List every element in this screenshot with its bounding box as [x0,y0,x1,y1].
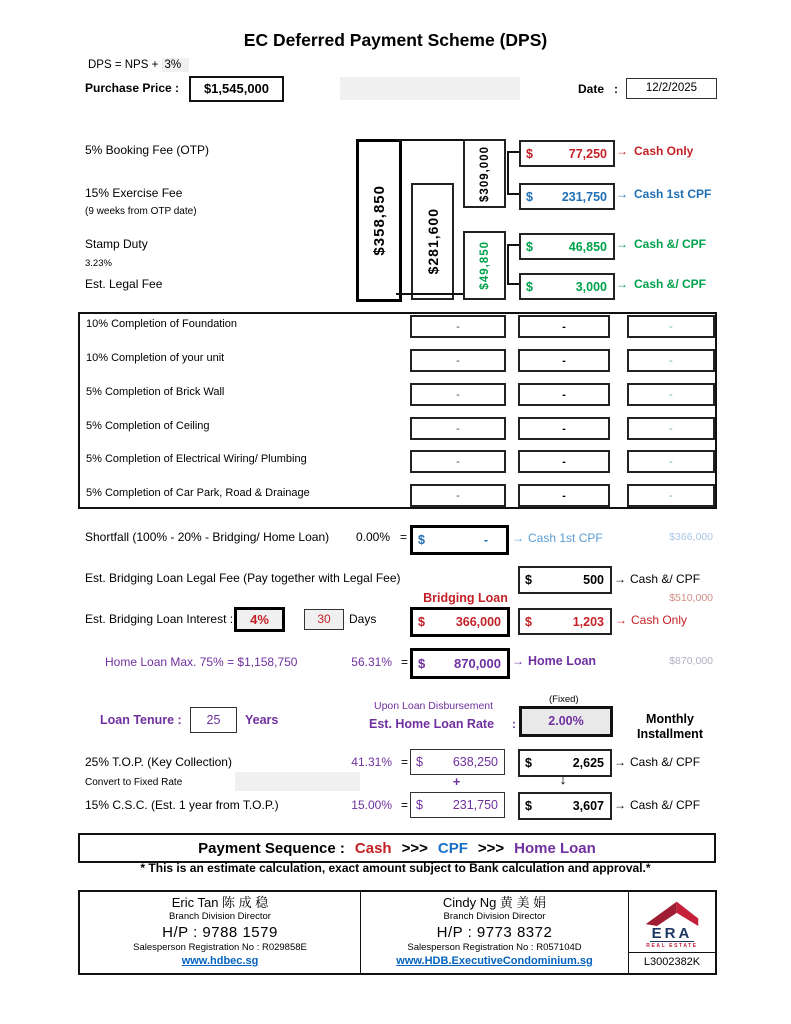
home-loan-amount: 870,000 [454,656,501,671]
top-installment: 2,625 [572,756,604,770]
top-label: 25% T.O.P. (Key Collection) [85,755,232,769]
arrow-icon: → [615,613,627,627]
bridging-interest-amount: 1,203 [572,614,604,629]
dps-formula [88,59,189,71]
equals-sign: = [401,655,409,669]
milestone-cell [627,383,715,406]
stamp-duty-amount-box [519,233,615,260]
currency-symbol: $ [418,656,426,671]
csc-installment-box [518,792,612,820]
bridging-loan-title: Bridging Loan [423,591,508,605]
total-downpayment-value: $358,850 [370,185,388,256]
milestone-cell [410,383,506,406]
header-blank-cell[interactable] [340,77,520,100]
legal-fee-amount: 3,000 [575,279,607,294]
currency-symbol: $ [416,755,423,769]
milestone-cell [518,484,610,507]
booking-fee-amount-box [519,140,615,167]
exercise-fee-note: (9 weeks from OTP date) [85,206,197,217]
fixed-note: (Fixed) [549,694,579,705]
agent-role: Branch Division Director [169,911,271,922]
currency-symbol: $ [526,239,533,254]
sequence-separator: >>> [401,839,428,857]
bridging-interest-amount-box [518,608,612,635]
date-colon: : [614,82,618,96]
arrow-icon: → [614,572,626,586]
total-downpayment-box [356,139,402,302]
arrow-icon: → [614,798,626,812]
shortfall-method: Cash 1st CPF [528,531,603,545]
connector-line [507,193,519,195]
plus-icon: + [452,774,461,789]
milestone-cell [410,417,506,440]
stamp-duty-amount: 46,850 [568,239,607,254]
home-loan-pct: 56.31% [351,655,392,669]
milestone-cell [518,315,610,338]
bridging-loan-amount: 366,000 [455,615,501,629]
milestone-label: 5% Completion of Brick Wall [86,386,225,398]
contact-footer [78,890,717,975]
milestone-cell [518,417,610,440]
formula-text: DPS = NPS + [88,59,159,71]
arrow-icon: → [614,755,626,769]
stamp-duty-label: Stamp Duty [85,237,148,251]
sequence-cash: Cash [354,839,392,857]
page-title: EC Deferred Payment Scheme (DPS) [243,30,548,50]
stamp-legal-box [463,231,506,300]
csc-method: Cash &/ CPF [630,798,701,812]
rate-colon: : [512,717,516,731]
equals-sign: = [400,530,408,544]
arrow-icon: → [616,237,628,251]
milestone-cell [627,484,715,507]
dash-value: - [456,455,460,468]
sequence-separator: >>> [477,839,505,857]
arrow-icon: → [616,187,628,201]
purchase-price-label: Purchase Price : [85,81,180,95]
currency-symbol: $ [525,756,532,770]
bridging-interest-label: Est. Bridging Loan Interest : [85,612,234,626]
home-loan-ref-value: $870,000 [669,655,713,667]
stamp-duty-rate: 3.23% [85,258,112,269]
top-amount: 638,250 [452,755,498,769]
milestone-cell [627,315,715,338]
milestone-cell [410,315,506,338]
bridging-days-cell[interactable]: 30 [304,609,344,630]
completion-milestones-table [78,312,717,509]
payment-sequence-banner [78,833,716,863]
home-loan-method: Home Loan [528,654,597,668]
date-label: Date [578,82,605,96]
arrow-icon: → [616,277,628,291]
dash-value: - [562,388,566,401]
arrow-icon: → [512,531,524,545]
milestone-label: 10% Completion of Foundation [86,318,238,330]
shortfall-label: Shortfall (100% - 20% - Bridging/ Home Loan) [85,530,330,544]
csc-installment: 3,607 [572,799,604,813]
bridging-legal-fee-box [518,566,612,594]
currency-symbol: $ [525,573,532,587]
currency-symbol: $ [526,279,533,294]
currency-symbol: $ [526,146,533,161]
exercise-fee-method: Cash 1st CPF [634,187,712,201]
legal-fee-amount-box [519,273,615,300]
top-amount-box [410,749,505,775]
connector-line [507,283,519,285]
milestone-cell [518,349,610,372]
milestone-cell [518,383,610,406]
connector-line [396,293,463,295]
agent-name: Eric Tan 陈 成 稳 [171,895,269,910]
dash-value: - [562,489,566,502]
stamp-legal-value: $49,850 [478,241,491,290]
currency-symbol: $ [525,799,532,813]
agent-website-link[interactable]: www.hdbec.sg [181,955,259,967]
loan-tenure-cell[interactable]: 25 [190,707,237,733]
bridging-interest-method: Cash Only [631,613,688,627]
legal-fee-label: Est. Legal Fee [85,277,163,291]
top-pct: 41.31% [351,755,392,769]
shortfall-pct: 0.00% [355,530,390,544]
connector-line [396,139,463,141]
milestone-label: 10% Completion of your unit [86,352,225,364]
bridging-loan-amount-box [410,607,510,637]
convert-fixed-rate-label: Convert to Fixed Rate [85,777,183,788]
connector-line [507,244,509,284]
booking-fee-method: Cash Only [634,144,694,158]
disbursement-note: Upon Loan Disbursement [374,700,494,712]
dash-value: - [562,455,566,468]
agent-registration: Salesperson Registration No : R029858E [133,942,307,953]
agent-card-eric [80,892,360,973]
milestone-cell [627,417,715,440]
sequence-prefix: Payment Sequence : [198,839,345,857]
cpf-portion-box [411,183,454,300]
exercise-fee-label: 15% Exercise Fee [85,186,183,200]
exercise-fee-amount: 231,750 [561,189,607,204]
agent-registration: Salesperson Registration No : R057104D [407,942,582,953]
purchase-price-cell[interactable]: $1,545,000 [189,76,284,102]
stamp-duty-method: Cash &/ CPF [634,237,707,251]
milestone-cell [410,484,506,507]
era-license-number: L3002382K [629,952,715,972]
dash-value: - [562,422,566,435]
dash-value: - [562,354,566,367]
bridging-legal-fee-value: 500 [583,573,604,587]
legal-fee-method: Cash &/ CPF [634,277,707,291]
equals-sign: = [401,798,409,812]
sequence-home-loan: Home Loan [514,839,596,857]
dash-value: - [562,320,566,333]
milestone-label: 5% Completion of Car Park, Road & Drainage [86,487,310,499]
dash-value: - [456,354,460,367]
home-loan-max-label: Home Loan Max. 75% = $1,158,750 [105,655,298,669]
dash-value: - [669,320,673,333]
milestone-label: 5% Completion of Electrical Wiring/ Plumbing [86,453,307,465]
shortfall-ref-value: $366,000 [669,531,713,543]
arrow-icon: → [512,654,524,668]
dash-value: - [456,320,460,333]
monthly-installment-label2: Installment [637,727,703,741]
dash-value: - [669,422,673,435]
currency-symbol: $ [525,614,532,629]
exercise-fee-amount-box [519,183,615,210]
date-cell[interactable]: 12/2/2025 [626,78,717,99]
loan-tenure-label: Loan Tenure : [100,713,182,727]
bridging-legal-fee-label: Est. Bridging Loan Legal Fee (Pay together with Legal Fee) [85,571,401,585]
milestone-label: 5% Completion of Ceiling [86,420,210,432]
era-logo-cell [628,892,715,973]
agent-phone: H/P : 9788 1579 [162,924,278,941]
milestone-cell [627,349,715,372]
days-label: Days [349,612,377,626]
bridging-ref-value: $510,000 [669,592,713,604]
home-loan-amount-box [410,648,510,679]
connector-line [507,244,519,246]
csc-amount: 231,750 [452,798,498,812]
home-loan-rate-cell[interactable]: 2.00% [519,706,613,737]
booking-fee-label: 5% Booking Fee (OTP) [85,143,210,157]
agent-role: Branch Division Director [443,911,546,922]
milestone-cell [518,450,610,473]
currency-symbol: $ [416,798,423,812]
connector-line [507,151,509,195]
booking-fee-amount: 77,250 [568,146,607,161]
agent-name: Cindy Ng 黄 美 娟 [442,895,547,910]
agent-card-cindy [360,892,628,973]
disclaimer-text: * This is an estimate calculation, exact amount subject to Bank calculation and approval.* [140,861,651,875]
formula-pct-cell[interactable]: 3% [162,58,190,72]
bridging-rate-cell[interactable]: 4% [234,607,285,632]
top-method: Cash &/ CPF [630,755,701,769]
arrow-icon: → [616,144,628,158]
currency-symbol: $ [526,189,533,204]
milestone-cell [627,450,715,473]
dash-value: - [669,489,673,502]
milestone-cell [410,349,506,372]
down-arrow-icon: ↓ [559,771,567,788]
booking-exercise-box [463,139,506,208]
currency-symbol: $ [418,533,425,547]
loan-tenure-unit: Years [245,713,279,727]
csc-pct: 15.00% [351,798,392,812]
currency-symbol: $ [418,615,425,629]
era-tagline: REAL ESTATE [646,943,698,949]
dash-value: - [456,489,460,502]
equals-sign: = [401,755,409,769]
convert-blank-cell[interactable] [235,772,360,791]
bridging-legal-fee-method: Cash &/ CPF [630,572,701,586]
dash-value: - [456,422,460,435]
csc-amount-box [410,792,505,818]
milestone-cell [410,450,506,473]
dash-value: - [669,455,673,468]
connector-line [507,151,519,153]
dash-value: - [456,388,460,401]
shortfall-value: - [483,533,488,547]
era-brand-text: ERA [651,925,693,942]
agent-phone: H/P : 9773 8372 [436,924,553,941]
sequence-cpf: CPF [437,839,468,857]
dash-value: - [669,354,673,367]
csc-label: 15% C.S.C. (Est. 1 year from T.O.P.) [85,798,279,812]
dash-value: - [669,388,673,401]
home-loan-rate-label: Est. Home Loan Rate [369,717,495,731]
monthly-installment-label: Monthly [646,712,694,726]
era-roof-icon [644,896,700,926]
booking-exercise-value: $309,000 [478,145,491,202]
shortfall-amount-box [410,525,509,555]
cpf-portion-value: $281,600 [424,208,441,275]
agent-website-link[interactable]: www.HDB.ExecutiveCondominium.sg [396,955,593,967]
